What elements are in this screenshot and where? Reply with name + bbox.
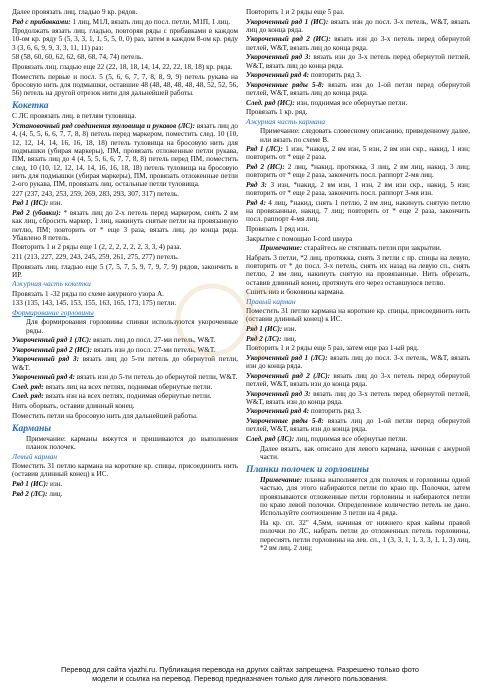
row-label: Ряд 1 (ИС): <box>246 325 283 334</box>
row-label: Примечание: <box>260 244 303 253</box>
row-label: Ряд с прибавками: <box>12 17 71 26</box>
row-text: лиц. <box>47 489 63 498</box>
row-text: изн, поднимая все обернутые петли. <box>294 98 408 107</box>
paragraph <box>12 392 238 400</box>
row-label: Укороченный ряд 4: <box>246 71 310 80</box>
row-text: вязать изн до 3-х петель перед обернутой петлей, W&T, вязать лиц до конца ряда. <box>246 35 470 52</box>
paragraph: Нить оборвать, оставив длинный конец. <box>12 402 135 410</box>
paragraph: Поместить первые и посл. 5 (5, 6, 6, 7, 7, 8, 8, 9, 9) петель рукава на бросовую нить для подмышки, оставшие 48 (48, 48, 48, 48, 48, 52, 52, 56, 56) петель на другой отрезок нити для дальнейшей работы. <box>12 72 238 98</box>
row-text: вязать изн на всех петлях, поднимая обернутые петли. <box>43 392 212 401</box>
footer-notice <box>0 665 480 683</box>
row-text: лиц, поднимая все обернутые петли. <box>294 434 408 443</box>
row-text: вязать изн до 3-х петель перед обернутой петлей, W&T, вязать лиц до конца ряда. <box>246 53 470 70</box>
row-label: След. ряд: <box>12 382 44 391</box>
paragraph: С ЛС провязать лиц. в петлям туловища. <box>12 112 137 121</box>
paragraph <box>12 336 238 344</box>
paragraph <box>246 145 470 162</box>
paragraph <box>246 335 470 343</box>
paragraph <box>12 480 238 488</box>
paragraph <box>246 390 470 407</box>
row-label: Ряд 2 (ЛС): <box>246 334 282 343</box>
paragraph <box>12 355 238 372</box>
row-text: 4 лиц, *накид, снять 1 петлю, 2 вм лиц, накинуть снятую петлю на провязанные, накид, 7 лиц; повторить от * еще 2 раза, закончить посл. раппорт 4-мя лиц. <box>246 198 470 224</box>
paragraph: Поместить 31 петлю кармана на короткие кр. спицы, присоединить нить (оставив длинный конец) к ИС. <box>246 307 470 324</box>
row-label: Укороченные ряды 5-8: <box>246 80 324 89</box>
paragraph <box>12 346 238 354</box>
paragraph: Набрать 3 петли, *2 лиц, протяжка, снять 3 петли с пр. спицы на левую, повторить от * до посл. 3-х петель, снять их назад на левую сп., снять петлю, 2 вм лиц, накинуть снятую на провязанные. Нить обрезать, оставив длинный конец, протянуть его через оставшуюся петлю. <box>246 253 470 287</box>
paragraph: 211 (213, 227, 229, 243, 245, 259, 261, 275, 277) петель. <box>12 252 179 261</box>
paragraph <box>246 35 470 52</box>
footer-line-1: Перевод для сайта vjazhi.ru. Публикация перевода на других сайтах запрещена. Разрешено только фото <box>61 665 419 674</box>
row-text: вязать изн до посл. 3-х петель, W&T, вязать лиц до конца ряда. <box>246 17 470 34</box>
paragraph: Повторить 1 и 2 ряды еще 5 раз. <box>246 8 345 16</box>
row-text: старайтесь не стягивать петли при закрытии. <box>302 244 442 253</box>
paragraph: На кр. сп. 32" 4,5мм, начиная от нижнего края каймы правой полочки по ЛС, набрать петли до отложенных петель горловины, пересиять петли горловины на лев. сп., 1 (3, 3, 1, 1, 3, 3, 1, 1, 3) лиц, *2 вм лиц, 2 лиц; <box>260 518 470 552</box>
row-text: 3 изн, *накид, 2 вм изн, 1 изн, 2 вм изн скр., накид, 5 изн; повторить от * еще 2 раза, закончить посл. раппорт 3-мя изн. <box>246 180 470 198</box>
row-label: Укороченные ряды 5-8: <box>246 417 324 426</box>
row-label: След. ряд (ИС): <box>246 98 295 107</box>
row-label: Укороченный ряд 3: <box>246 389 311 398</box>
row-label: Ряд 2 (убавки): <box>12 208 61 217</box>
row-label: Ряд 1 (ИС): <box>12 479 49 488</box>
paragraph: Сшить низ и боковины кармана. <box>246 288 345 297</box>
paragraph: 227 (237, 243, 253, 259, 269, 283, 293, 307, 317) петель. <box>12 189 179 198</box>
row-label: Ряд 3: <box>246 180 267 189</box>
paragraph <box>12 383 238 391</box>
paragraph <box>246 81 470 98</box>
row-text: повторить ряд 3. <box>309 71 362 80</box>
row-text: 2 лиц, *накид, протяжка, 3 лиц, 2 вм лиц, накид, 3 лиц; повторить от * еще 2 раза, закончить посл. раппорт 2-мя лиц. <box>246 163 470 180</box>
paragraph <box>246 244 470 252</box>
row-label: Укороченный ряд 4: <box>246 407 310 416</box>
row-text: * вязать лиц до 2-х петель перед маркером, снять 2 вм как лиц, сбросить маркер, 1 лиц, накинуть снятые петли на провязанную петлю, ПМ; повторить от * еще 3 раза, вязать лиц. до конца ряда. Убавлено 8 петель. <box>12 208 238 242</box>
row-text: вязать лиц до 3-х петель перед обернутой петлей, W&T, вязать изн до конца ряда. <box>246 389 470 406</box>
paragraph: Провязать 1 кр. ряд. <box>246 108 308 117</box>
section-heading-pravy-karman: Правый карман <box>246 296 296 306</box>
paragraph <box>12 490 238 498</box>
paragraph: Провязать 1 ряд изн. <box>246 224 310 233</box>
paragraph <box>12 373 238 381</box>
paragraph <box>246 417 470 434</box>
row-text: вязать лиц до 1-ой петли перед обернутой петлей, W&T, вязать изн до конца ряда. <box>246 417 470 434</box>
row-label: Ряд 4: <box>246 198 266 207</box>
paragraph: Далее провязать лиц. гладью 9 кр. рядов. <box>12 8 138 16</box>
paragraph <box>12 209 238 242</box>
paragraph <box>12 199 238 207</box>
paragraph <box>246 354 470 371</box>
paragraph: Продолжать вязать лиц. гладью, повторяя ряды с прибавками в каждом 10-ом кр. ряду 5 (5, 3, 3, 1, 1, 5, 5, 0, 0) раз, затем в каждом 8-ом кр. ряду 3 (3, 6, 6, 9, 9, 3, 3, 11, 11) раз: <box>12 27 238 52</box>
paragraph: Провязать лиц. гладью еще 5 (7, 5, 7, 5, 9, 7, 9, 7, 9) рядов, закончить в ИР. <box>12 262 238 279</box>
section-heading-levy-karman: Левый карман <box>12 451 58 461</box>
row-text: повторить ряд 3. <box>309 407 362 416</box>
row-label: Укороченный ряд 2 (ЛС): <box>246 371 331 380</box>
row-text: вязать лиц до посл. 3-х петель, W&T, вязать изн до конца ряда. <box>246 353 470 371</box>
paragraph: Далее вязать, как описано для левого кармана, начиная с ажурной части. <box>260 444 470 461</box>
row-text: вязать лиц до 3-х петель перед обернутой петлей, W&T, вязать изн до конца ряда. <box>246 371 470 388</box>
row-label: Ряд 1 (ЛС): <box>246 145 283 154</box>
row-text: лиц. <box>281 334 297 343</box>
section-heading-planki: Планки полочек и горловины <box>246 464 369 476</box>
paragraph <box>246 71 470 79</box>
row-text: 1 лиц, М1Л, вязать лиц до посл. петли, М1П, 1 лиц. <box>70 17 231 26</box>
row-label: Ряд 2 (ИС): <box>246 163 285 172</box>
section-heading-koketka: Кокетка <box>12 100 49 112</box>
paragraph: 58 (58, 60, 60, 62, 62, 68, 68, 74, 74) петель. <box>12 53 144 62</box>
row-label: Ряд 1 (ИС): <box>12 199 49 208</box>
row-label: Укороченный ряд 4: <box>12 373 76 382</box>
row-text: вязать лиц до посл. 27-ми петель, W&T. <box>91 336 216 345</box>
row-text: вязать изн до 1-ой петли перед обернутой петлей, W&T, вязать лиц до конца ряда. <box>246 80 470 98</box>
row-label: Установочный ряд соединения туловища и рукавов (ЛС): <box>12 122 195 131</box>
row-label: След. ряд (ЛС): <box>246 434 295 443</box>
row-text: изн. <box>48 479 63 488</box>
paragraph: Примечание: карманы вяжутся и пришиваются до выполнения планок полочек. <box>26 434 238 452</box>
paragraph <box>12 18 238 26</box>
row-label: Укороченный ряд 2 (ИС): <box>246 35 331 44</box>
row-label: Укороченный ряд 2 (ИС): <box>12 345 93 354</box>
row-text: планка выполняется для полочек и горловины одной частью, для этого набираются петли по краю пр. Полочки, затем провязываются отложенные петли горловины и набираются петли по краю левой полочки. Определенное количество петель не дано. Используйте соотношение 3 петли на 4 ряда. <box>260 476 470 518</box>
paragraph <box>246 18 470 35</box>
row-text: вязать изн до 5-ти петель до обернутой петли, W&T. <box>75 373 238 382</box>
paragraph <box>246 407 470 415</box>
paragraph: Закрытие с помощью I-cord шнура <box>246 234 353 243</box>
row-label: Укороченный ряд 3: <box>12 355 79 364</box>
paragraph <box>246 435 470 443</box>
paragraph: Поместить петли на бросовую нить для дальнейшей работы. <box>12 411 198 420</box>
section-heading-azhur-karmana: Ажурная часть кармана <box>246 116 326 126</box>
row-text: вязать лиц на всех петлях, поднимая обернутые петли. <box>43 382 213 391</box>
paragraph: 133 (135, 143, 145, 153, 155, 163, 165, 173, 175) петли. <box>12 299 177 308</box>
row-text: изн. <box>48 199 63 208</box>
paragraph <box>246 325 470 333</box>
paragraph: Примечание: следовать словесному описанию, приведенному далее, или вязать по схеме В. <box>260 127 470 144</box>
paragraph <box>246 199 470 224</box>
row-label: Укороченный ряд 1 (ИС): <box>246 17 329 26</box>
footer-line-2: модели и ссылка на перевод. Перевод предназначен только для личного пользования. <box>92 674 388 683</box>
paragraph: Повторить 1 и 2 ряды еще 5 раз, затем еще раз 1-ый ряд. <box>246 344 419 353</box>
section-heading-karmany: Карманы <box>12 422 51 434</box>
paragraph <box>246 53 470 70</box>
row-label: Ряд 2 (ЛС): <box>12 489 48 498</box>
row-label: Укороченный ряд 3: <box>246 53 311 62</box>
paragraph <box>12 122 238 188</box>
paragraph <box>246 181 470 198</box>
paragraph <box>246 99 470 107</box>
row-text: изн. <box>282 325 297 334</box>
row-label: След. ряд: <box>12 392 44 401</box>
row-text: вязать лиц до 5-ти петель до обернутой петли, W&T. <box>12 355 238 372</box>
paragraph <box>246 476 470 517</box>
row-text: 1 изн, *накид, 2 вм изн, 5 изн, 2 вм изн скр., накид, 1 изн; повторить от * еще 2 раза. <box>246 145 471 162</box>
row-label: Укороченный ряд 1 (ЛС): <box>12 336 92 345</box>
row-text: вязать изн до посл. 27-ми петель, W&T. <box>92 345 216 354</box>
paragraph: Поместить 31 петлю кармана на короткие кр. спицы, присоединить нить (оставив длинный конец) к ИС. <box>12 462 238 479</box>
paragraph <box>246 372 470 389</box>
section-heading-azhur: Ажурная часть кокетки <box>12 279 91 289</box>
row-text: вязать лиц до 4, (4, 5, 5, 6, 6, 7, 7, 8, 8) петель перед маркером, поместить след. 10 (10, 12, 12, 14, 14, 16, 16, 18, 18) петель туловища на бросовую нить для подмышки (убирая маркеры), ПМ, провязать отложенные петли рукава, ПМ, вязать лиц до 4 (4, 5, 5, 6, 6, 7, 7, 8, 8) петель перед ПМ, поместить след. 10 (10, 12, 12, 14, 14, 16, 16, 18, 18) петель туловища на бросовую нить для подмышки (убирая маркеры), ПМ, провязать отложенные петли 2-ого рукава, ПМ, провязать лиц. остальные петли туловища. <box>12 122 238 189</box>
row-label: Укороченный ряд 1 (ЛС): <box>246 353 328 362</box>
row-label: Примечание: <box>260 476 303 485</box>
paragraph: Провязать 1 -32 ряды по схеме ажурного узора А. <box>12 289 164 298</box>
paragraph: Повторить 1 и 2 ряды еще 1 (2, 2, 2, 2, 2, 2, 3, 3, 4) раза. <box>12 243 182 252</box>
right-column <box>246 8 470 553</box>
section-heading-gorlovina: Формирование горловины <box>12 307 94 317</box>
paragraph: Для формирования горловины спинки используются укороченные ряды. <box>26 318 238 335</box>
paragraph <box>246 163 470 180</box>
left-column <box>12 8 238 499</box>
paragraph: Провязать лиц. гладью еще 22 (22, 18, 18, 14, 14, 22, 22, 18, 18) кр. ряда. <box>12 62 233 71</box>
